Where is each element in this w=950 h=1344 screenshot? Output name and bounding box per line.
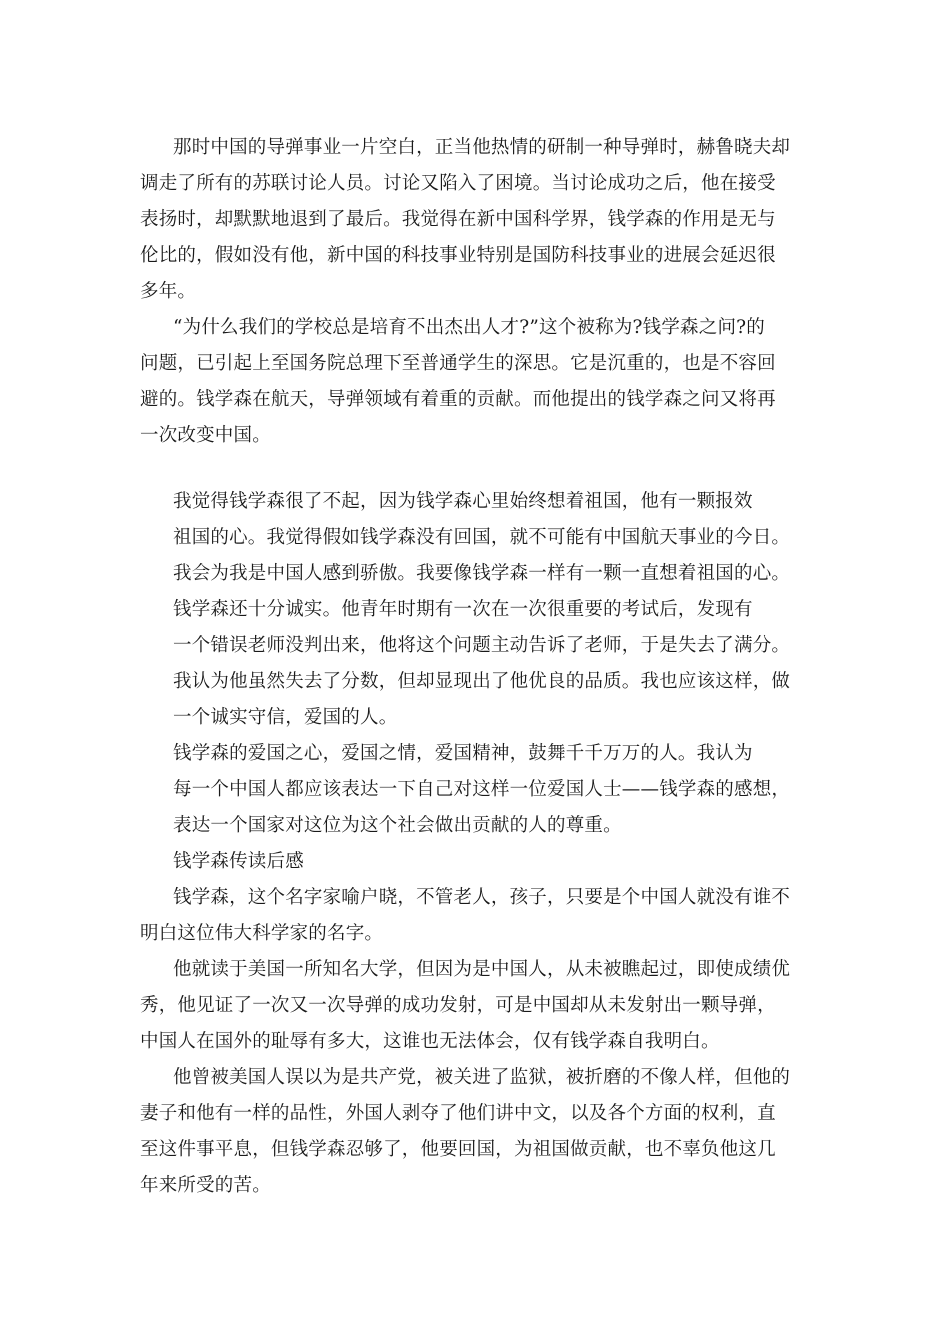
text-line: 钱学森，这个名字家喻户晓，不管老人，孩子，只要是个中国人就没有谁不 (173, 887, 791, 908)
text-line: 调走了所有的苏联讨论人员。讨论又陷入了困境。当讨论成功之后，他在接受 (140, 173, 776, 194)
text-line: 他就读于美国一所知名大学，但因为是中国人，从未被瞧起过，即使成绩优 (173, 959, 791, 980)
text-line: 秀，他见证了一次又一次导弹的成功发射，可是中国却从未发射出一颗导弹， (140, 995, 776, 1016)
text-line: 年来所受的苦。 (140, 1175, 271, 1196)
text-line: 钱学森的爱国之心，爱国之情，爱国精神，鼓舞千千万万的人。我认为 (173, 743, 753, 764)
section-qian-xuesen-contribution (140, 130, 810, 454)
text-line: 每一个中国人都应该表达一下自己对这样一位爱国人士——钱学森的感想， (173, 779, 791, 800)
text-line: 妻子和他有一样的品性，外国人剥夺了他们讲中文，以及各个方面的权利，直 (140, 1103, 776, 1124)
text-line: 多年。 (140, 281, 197, 302)
text-line: 我认为他虽然失去了分数，但却显现出了他优良的品质。我也应该这样，做 (173, 671, 791, 692)
text-line: 避的。钱学森在航天，导弹领域有着重的贡献。而他提出的钱学森之问又将再 (140, 389, 776, 410)
text-line: “为什么我们的学校总是培育不出杰出人才?”这个被称为?钱学森之问?的 (173, 317, 765, 338)
text-line: 表扬时，却默默地退到了最后。我觉得在新中国科学界，钱学森的作用是无与 (140, 209, 776, 230)
text-line: 钱学森还十分诚实。他青年时期有一次在一次很重要的考试后，发现有 (173, 599, 753, 620)
text-line: 一次改变中国。 (140, 425, 271, 446)
text-line: 他曾被美国人误以为是共产党，被关进了监狱，被折磨的不像人样，但他的 (173, 1067, 791, 1088)
text-line: 祖国的心。我觉得假如钱学森没有回国，就不可能有中国航天事业的今日。 (173, 527, 791, 548)
text-line: 中国人在国外的耻辱有多大，这谁也无法体会，仅有钱学森自我明白。 (140, 1031, 720, 1052)
text-line: 问题，已引起上至国务院总理下至普通学生的深思。它是沉重的，也是不容回 (140, 353, 776, 374)
text-line: 一个错误老师没判出来，他将这个问题主动告诉了老师，于是失去了满分。 (173, 635, 791, 656)
text-line: 明白这位伟大科学家的名字。 (140, 923, 384, 944)
section-reading-reflection (140, 484, 810, 1204)
text-line: 表达一个国家对这位为这个社会做出贡献的人的尊重。 (173, 815, 622, 836)
text-line: 一个诚实守信，爱国的人。 (173, 707, 398, 728)
text-line: 我觉得钱学森很了不起，因为钱学森心里始终想着祖国，他有一颗报效 (173, 491, 753, 512)
section-heading: 钱学森传读后感 (173, 851, 304, 872)
text-line: 我会为我是中国人感到骄傲。我要像钱学森一样有一颗一直想着祖国的心。 (173, 563, 791, 584)
text-line: 至这件事平息，但钱学森忍够了，他要回国，为祖国做贡献，也不辜负他这几 (140, 1139, 776, 1160)
text-line: 那时中国的导弹事业一片空白，正当他热情的研制一种导弹时，赫鲁晓夫却 (173, 137, 791, 158)
text-line: 伦比的，假如没有他，新中国的科技事业特别是国防科技事业的进展会延迟很 (140, 245, 776, 266)
